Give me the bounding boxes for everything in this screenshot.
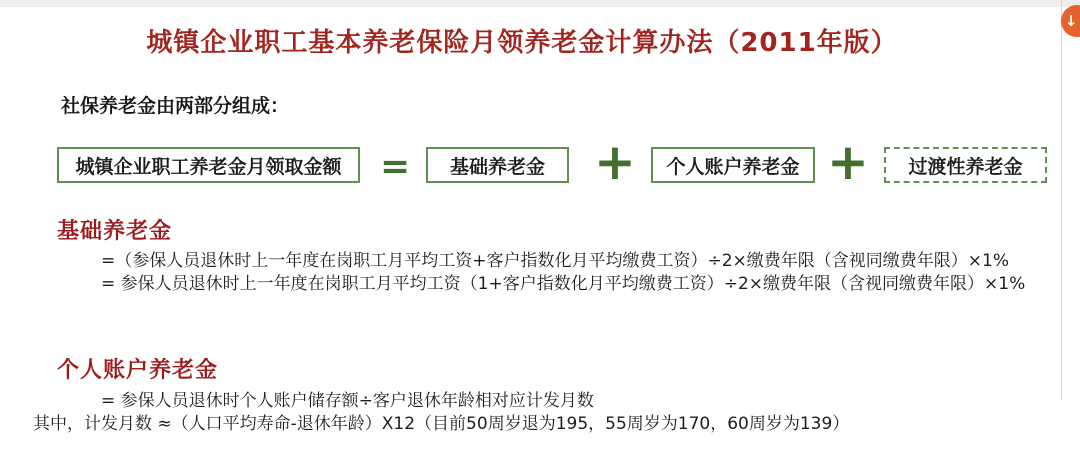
personal-pension-heading: 个人账户养老金 (57, 358, 219, 383)
transitional-pension-box: 过渡性养老金 (884, 147, 1047, 183)
personal-account-pension-box: 个人账户养老金 (651, 147, 815, 183)
base-pension-formula-line-2: = 参保人员退休时上一年度在岗职工月平均工资（1+客户指数化月平均缴费工资）÷2×缴费年限（含视同缴费年限）×1% (101, 274, 1026, 294)
float-action-button[interactable] (1061, 5, 1080, 37)
base-pension-formula-line-1: =（参保人员退休时上一年度在岗职工月平均工资+客户指数化月平均缴费工资）÷2×缴费年限（含视同缴费年限）×1% (101, 251, 1010, 271)
plus-sign-2: + (827, 133, 869, 191)
payout-months-note-line: 其中，计发月数 ≈（人口平均寿命-退休年龄）X12（目前50周岁退为195，55周岁为170，60周岁为139） (33, 414, 850, 434)
equals-sign: = (380, 146, 411, 187)
page-title: 城镇企业职工基本养老保险月领养老金计算办法（2011年版） (146, 28, 898, 58)
top-edge-artifact (0, 0, 1080, 7)
base-pension-box: 基础养老金 (426, 147, 569, 183)
personal-pension-formula-line: = 参保人员退休时个人账户储存额÷客户退休年龄相对应计发月数 (101, 391, 594, 411)
base-pension-heading: 基础养老金 (57, 219, 173, 244)
total-amount-box: 城镇企业职工养老金月领取金额 (57, 147, 360, 183)
intro-text: 社保养老金由两部分组成： (61, 95, 290, 117)
right-edge-line (1061, 0, 1062, 400)
plus-sign-1: + (594, 133, 636, 191)
arrow-down-icon: ↓ (1064, 12, 1078, 30)
